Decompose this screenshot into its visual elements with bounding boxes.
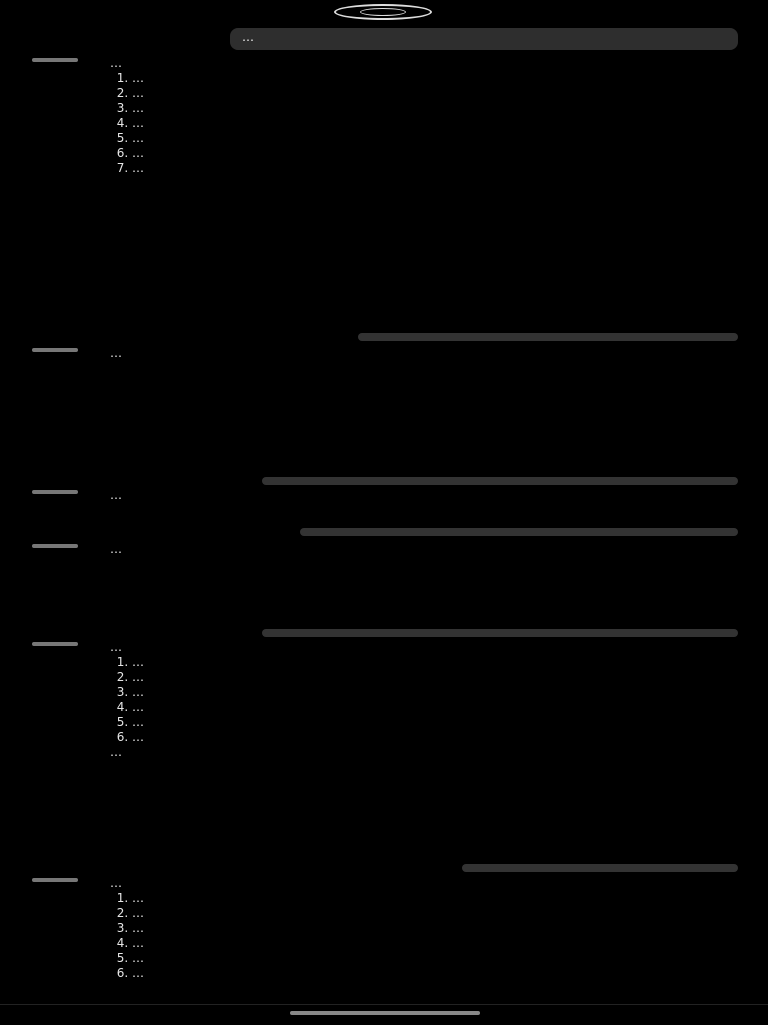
numbered-list [110, 655, 720, 745]
message-paragraph: … [110, 542, 122, 556]
assistant-message [110, 640, 720, 840]
assistant-message [110, 56, 720, 332]
user-message-text: … [242, 30, 254, 44]
assistant-turn [0, 542, 768, 626]
list-item: 2. … [132, 670, 720, 685]
list-item: 5. … [132, 951, 720, 966]
message-intro: … [110, 640, 122, 654]
assistant-avatar-icon [32, 878, 78, 882]
message-outro: … [110, 745, 122, 759]
numbered-list [110, 891, 720, 981]
message-intro: … [110, 876, 122, 890]
list-item: 3. … [132, 685, 720, 700]
list-item: 2. … [132, 86, 720, 101]
assistant-avatar-icon [32, 58, 78, 62]
assistant-message [110, 488, 720, 524]
message-paragraph: … [110, 346, 122, 360]
list-item: 3. … [132, 101, 720, 116]
assistant-turn [0, 876, 768, 998]
turn-separator-pill [358, 333, 738, 341]
assistant-turn [0, 488, 768, 524]
page-footer [0, 1004, 768, 1025]
list-item: 1. … [132, 655, 720, 670]
list-item: 4. … [132, 936, 720, 951]
assistant-message [110, 542, 720, 626]
assistant-avatar-icon [32, 490, 78, 494]
message-paragraph: … [110, 488, 122, 502]
user-message-bubble [230, 28, 738, 50]
list-item: 7. … [132, 161, 720, 176]
app-logo [334, 4, 432, 20]
assistant-avatar-icon [32, 544, 78, 548]
assistant-message [110, 346, 720, 472]
assistant-avatar-icon [32, 642, 78, 646]
numbered-list [110, 71, 720, 176]
message-intro: … [110, 56, 122, 70]
list-item: 2. … [132, 906, 720, 921]
turn-separator-pill [462, 864, 738, 872]
list-item: 1. … [132, 71, 720, 86]
list-item: 6. … [132, 730, 720, 745]
list-item: 4. … [132, 700, 720, 715]
assistant-turn [0, 346, 768, 474]
list-item: 6. … [132, 966, 720, 981]
assistant-turn [0, 56, 768, 336]
logo-mark [360, 8, 406, 16]
list-item: 5. … [132, 131, 720, 146]
turn-separator-pill [262, 477, 738, 485]
list-item: 1. … [132, 891, 720, 906]
assistant-message [110, 876, 720, 998]
turn-separator-pill [262, 629, 738, 637]
list-item: 5. … [132, 715, 720, 730]
footer-text [290, 1011, 480, 1015]
list-item: 3. … [132, 921, 720, 936]
assistant-avatar-icon [32, 348, 78, 352]
list-item: 4. … [132, 116, 720, 131]
assistant-turn [0, 640, 768, 840]
turn-separator-pill [300, 528, 738, 536]
list-item: 6. … [132, 146, 720, 161]
